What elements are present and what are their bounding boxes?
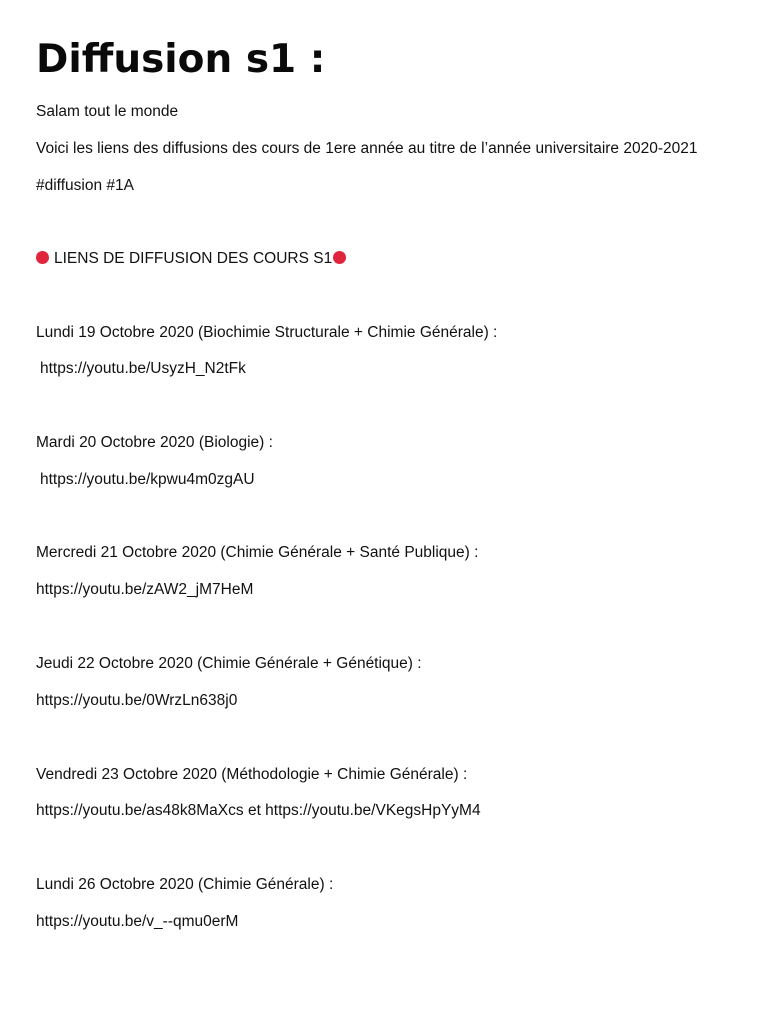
- session-link[interactable]: https://youtu.be/kpwu4m0zgAU: [40, 471, 255, 488]
- session-link[interactable]: https://youtu.be/UsyzH_N2tFk: [40, 360, 246, 377]
- page-title: Diffusion s1 :: [36, 37, 326, 82]
- session-link[interactable]: https://youtu.be/zAW2_jM7HeM: [36, 581, 254, 598]
- session-label: Jeudi 22 Octobre 2020 (Chimie Générale + Génétique) :: [36, 655, 422, 672]
- red-circle-icon: [36, 251, 49, 264]
- session-label: Lundi 26 Octobre 2020 (Chimie Générale) :: [36, 876, 334, 893]
- session-label: Vendredi 23 Octobre 2020 (Méthodologie + Chimie Générale) :: [36, 766, 468, 783]
- session-label: Mardi 20 Octobre 2020 (Biologie) :: [36, 434, 273, 451]
- section-heading: [36, 248, 346, 270]
- hashtags: #diffusion #1A: [36, 177, 134, 194]
- session-link[interactable]: https://youtu.be/as48k8MaXcs et https://youtu.be/VKegsHpYyM4: [36, 802, 481, 819]
- red-circle-icon: [333, 251, 346, 264]
- intro-description: Voici les liens des diffusions des cours de 1ere année au titre de l’année universitaire 2020-2021: [36, 140, 698, 157]
- session-label: Mercredi 21 Octobre 2020 (Chimie Générale + Santé Publique) :: [36, 544, 479, 561]
- greeting-text: Salam tout le monde: [36, 103, 179, 120]
- session-link[interactable]: https://youtu.be/0WrzLn638j0: [36, 692, 238, 709]
- session-label: Lundi 19 Octobre 2020 (Biochimie Structurale + Chimie Générale) :: [36, 324, 498, 341]
- session-link[interactable]: https://youtu.be/v_--qmu0erM: [36, 913, 239, 930]
- section-heading-text: LIENS DE DIFFUSION DES COURS S1: [54, 250, 333, 267]
